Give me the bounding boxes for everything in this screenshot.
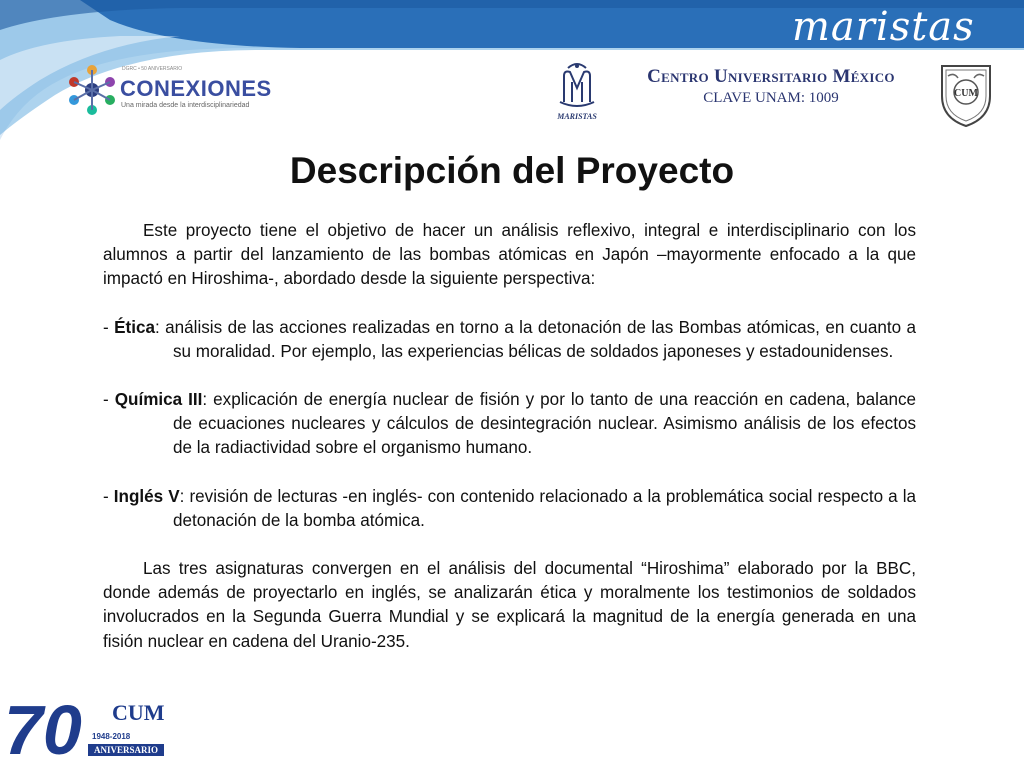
list-item-ingles: [103, 485, 916, 533]
anniversary-number: 70: [4, 691, 82, 769]
spacer: [103, 292, 916, 316]
maristas-script-logo: maristas: [792, 4, 975, 50]
project-description: [103, 219, 916, 654]
anniversary-brand: CUM: [112, 700, 165, 725]
spacer: [103, 364, 916, 388]
subject-name: Inglés V: [113, 486, 180, 506]
institution-code: CLAVE UNAM: 1009: [703, 90, 839, 106]
conexiones-network-icon: [66, 64, 118, 116]
closing-paragraph: Las tres asignaturas convergen en el análisis del documental “Hiroshima” elaborado por la BBC, donde además de proyectarlo en inglés, se analizarán ética y moralmente los testimonios de soldados involucrados en la Segunda Guerra Mundial y se explicará la magnitud de la energía generada en una fisión nuclear en cadena del Uranio-235.: [103, 559, 916, 651]
subject-name: Ética: [114, 317, 155, 337]
cum-shield-logo: [938, 62, 994, 128]
shield-icon: [938, 62, 994, 128]
subject-description: : revisión de lecturas -en inglés- con contenido relacionado a la problemática social respecto a la detonación de la bomba atómica.: [173, 486, 917, 530]
anniversary-years: 1948-2018: [92, 732, 131, 741]
conexiones-logo: [66, 64, 272, 118]
conexiones-tagline: Una mirada desde la interdisciplinariedad: [121, 102, 250, 109]
list-dash: -: [103, 317, 109, 337]
list-item-etica: [103, 316, 916, 364]
institution-name: Centro Universitario México: [647, 66, 895, 87]
list-item-quimica: [103, 388, 916, 461]
spacer: [103, 461, 916, 485]
shield-label: CUM: [954, 88, 978, 99]
page-title: Descripción del Proyecto: [289, 150, 735, 191]
maristas-monogram-icon: [550, 58, 604, 112]
anniversary-logo: [0, 692, 170, 768]
subject-description: : análisis de las acciones realizadas en torno a la detonación de las Bombas atómicas, en cuanto a su moralidad. Por ejemplo, las experiencias bélicas de soldados japoneses y estadounidenses.: [154, 317, 917, 361]
conexiones-name: CONEXIONES: [120, 76, 272, 101]
anniversary-label: ANIVERSARIO: [88, 744, 164, 756]
spacer: [103, 533, 916, 557]
list-dash: -: [103, 390, 109, 410]
list-dash: -: [103, 486, 109, 506]
subject-description: : explicación de energía nuclear de fisión y por lo tanto de una reacción en cadena, balance de ecuaciones nucleares y cálculos de desintegración nuclear. Asimismo análisis de los efectos de la radiactividad sobre el organismo humano.: [173, 390, 917, 458]
intro-paragraph: Este proyecto tiene el objetivo de hacer un análisis reflexivo, integral e interdisciplinario con los alumnos a partir del lanzamiento de las bombas atómicas en Japón –mayormente enfocado a la que impactó en Hiroshima-, abordado desde la siguiente perspectiva:: [103, 221, 916, 289]
maristas-emblem-label: MARISTAS: [557, 112, 597, 121]
maristas-emblem: [550, 58, 604, 124]
subject-name: Química III: [114, 390, 203, 410]
conexiones-top-text: DGRC • 50 ANIVERSARIO: [122, 66, 183, 72]
